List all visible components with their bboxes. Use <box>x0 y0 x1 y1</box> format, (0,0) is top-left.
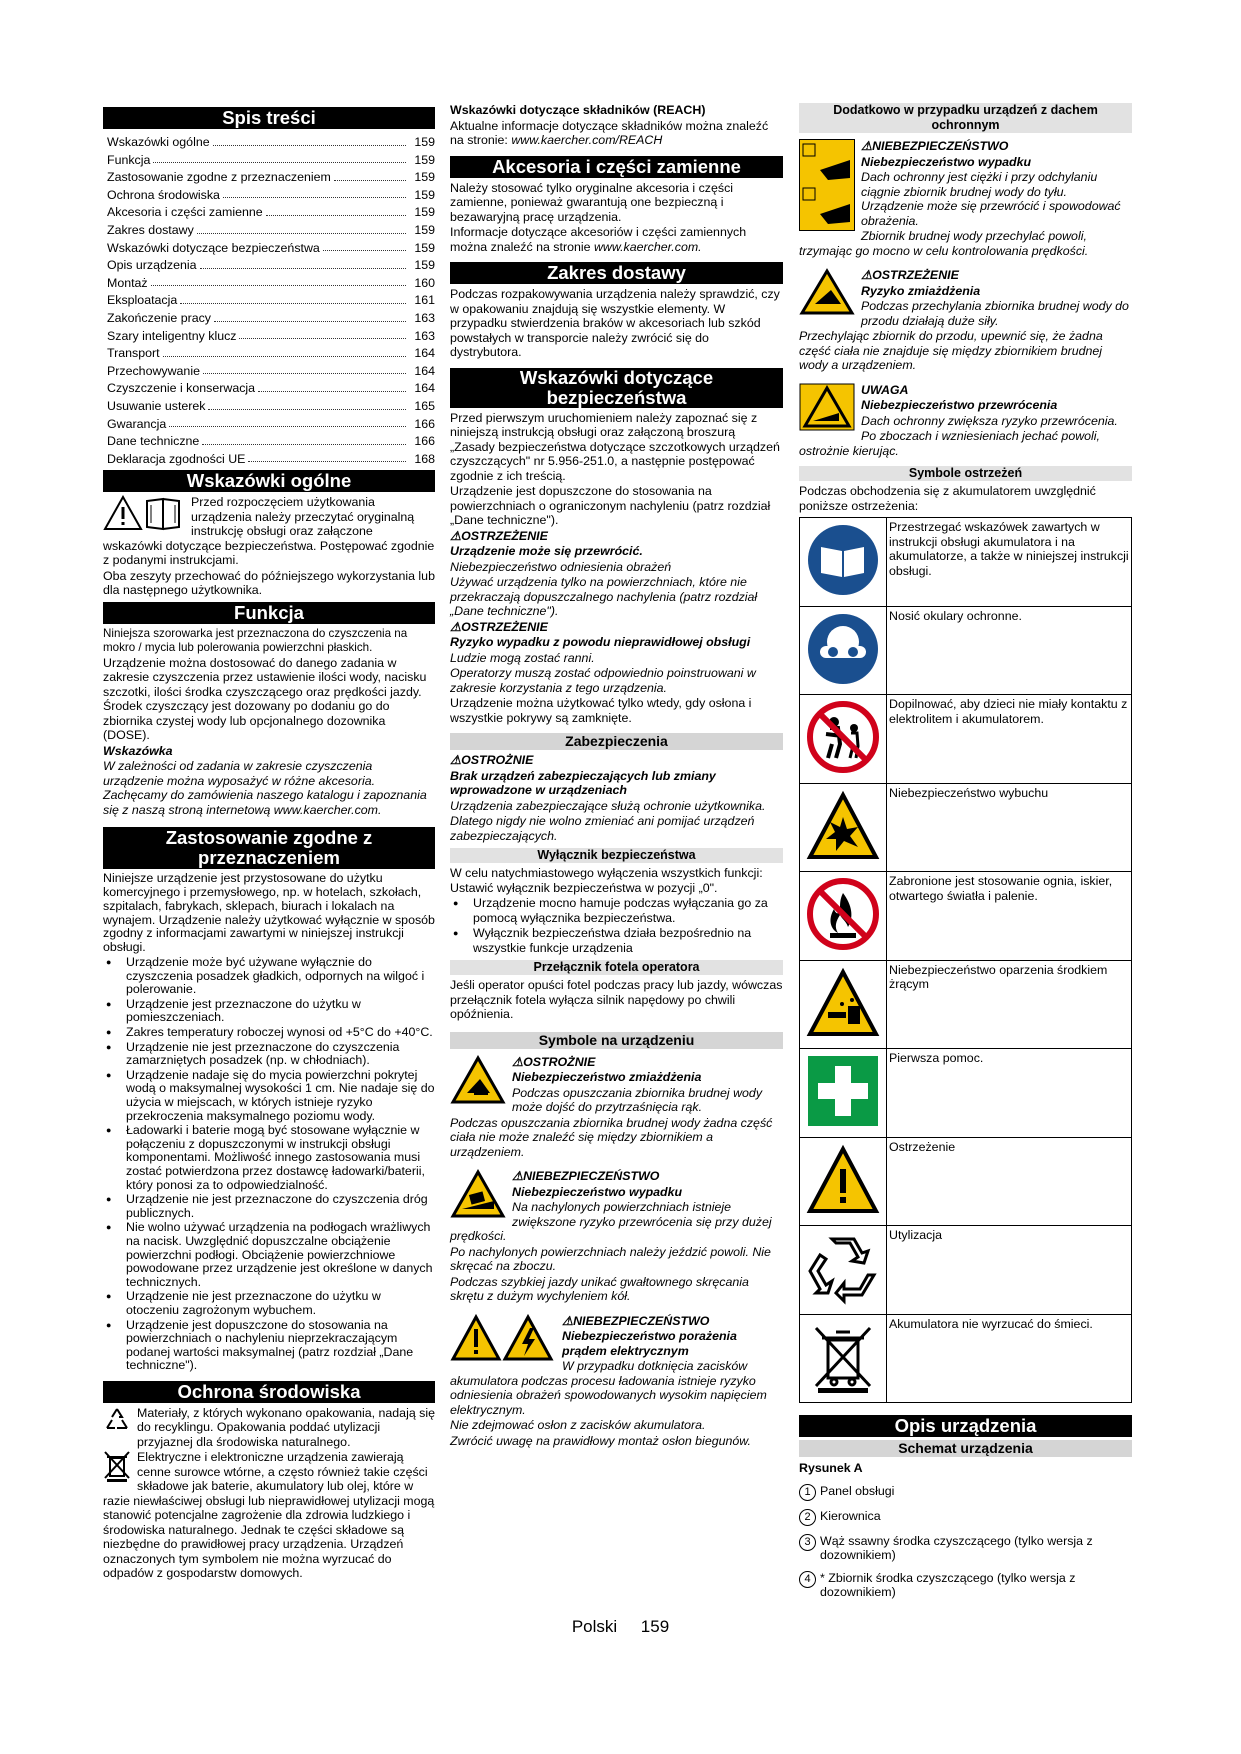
delivery-paragraph: Podczas rozpakowywania urządzenia należy sprawdzić, czy w opakowaniu znajdują się wszystkie elementy. W przypadku stwierdzenia braków w akcesoriach lub szkód powstałych w transporcie należy zwrócić się do dystrybutora. <box>450 287 780 359</box>
tipping-hazard-icon <box>799 383 855 431</box>
toc-entry <box>103 449 435 467</box>
warning-symbol-text: Niebezpieczeństwo wybuchu <box>887 783 1132 872</box>
crush-hazard-icon <box>450 1055 506 1105</box>
toc-entry-title: Usuwanie usterek <box>107 399 206 413</box>
list-item: ● Urządzenie jest dopuszczone do stosowania na powierzchniach o nachyleniu nieprzekraczającym podanej wartości maksymalnej (patrz rozdział „Dane techniczne"). <box>103 1319 435 1373</box>
danger-signal: ⚠NIEBEZPIECZEŃSTWO <box>861 139 1009 153</box>
recycling-icon <box>103 1406 131 1434</box>
toc-entry-title: Transport <box>107 346 160 361</box>
crossed-bin-icon <box>806 1383 880 1397</box>
warning-symbol-row <box>800 1314 1132 1403</box>
toc-entry <box>103 290 435 308</box>
toc-entry-title: Czyszczenie i konserwacja <box>107 381 256 396</box>
toc-entry <box>103 273 435 291</box>
toc-entry <box>103 150 435 168</box>
warning-signal: ⚠OSTRZEŻENIE <box>450 528 548 543</box>
accessories-heading: Akcesoria i części zamienne <box>450 156 783 178</box>
warning-symbol-cell <box>800 1226 887 1315</box>
danger-signal: ⚠NIEBEZPIECZEŃSTWO <box>512 1169 660 1183</box>
toc-leader-dots <box>200 268 406 269</box>
caution-text: Urządzenia zabezpieczające służą ochronie użytkownika. <box>450 798 766 813</box>
warning-text: Przechylając zbiornik do przodu, upewnić się, że żadna część ciała nie znajduje się między zbiornikiem brudnej wody a urządzeniem. <box>799 329 1103 372</box>
warning-text: Podczas przechylania zbiornika brudnej wody do przodu działają duże siły. <box>861 299 1129 328</box>
toc-entry-page: 166 <box>414 416 435 431</box>
warning-symbol-text: Nosić okulary ochronne. <box>887 606 1132 695</box>
device-symbol-accident <box>450 1169 783 1304</box>
delivery-heading: Zakres dostawy <box>450 262 783 284</box>
safety-paragraph: Urządzenie jest dopuszczone do stosowania na powierzchniach o ograniczonym nachyleniu (patrz rozdział „Dane techniczne"). <box>450 484 771 527</box>
caution-text: Podczas opuszczania zbiornika brudnej wody może dojść do przytrzaśnięcia rąk. <box>512 1085 763 1114</box>
intended-paragraph: Niniejsze urządzenie jest przystosowane do użytku komercyjnego i przemysłowego, np. w hotelach, szkołach, szpitalach, fabrykach, sklepach, biurach i lokalach na wynajem. Urządzenie należy użytkować wyłącznie w sposób zgodny z informacjami zawartymi w niniejszej instrukcji obsługi. <box>103 871 435 955</box>
warning-title: Ryzyko zmiażdżenia <box>861 283 981 298</box>
schematic-heading: Schemat urządzenia <box>799 1440 1132 1457</box>
roof-heading: Dodatkowo w przypadku urządzeń z dachem ochronnym <box>799 103 1132 133</box>
column-right <box>799 103 1132 1600</box>
toc-entry-page: 159 <box>414 258 435 273</box>
warning-symbol-cell <box>800 1049 887 1138</box>
toc-leader-dots <box>239 338 406 339</box>
safety-paragraph: Urządzenie można użytkować tylko wtedy, gdy osłona i wszystkie pokrywy są zamknięte. <box>450 696 752 725</box>
toc-entry-title: Akcesoria i części zamienne <box>107 205 263 220</box>
list-item: ● Urządzenie nie jest przeznaczone do czyszczenia zamarzniętych posadzek (np. w chłodniach). <box>103 1041 435 1068</box>
toc-entry <box>103 255 435 273</box>
toc-entry-title: Szary inteligentny klucz <box>107 328 237 343</box>
description-heading: Opis urządzenia <box>799 1415 1132 1437</box>
toc-entry-title: Wskazówki ogólne <box>107 135 210 150</box>
list-item: ● Urządzenie nie jest przeznaczone do użytku w otoczeniu zagrożonym wybuchem. <box>103 1290 435 1317</box>
warning-symbol-cell <box>800 1137 887 1226</box>
no-children-icon <box>806 763 880 777</box>
list-item: ● Urządzenie mocno hamuje podczas wyłączania go za pomocą wyłącznika bezpieczeństwa. <box>450 896 783 925</box>
toc-entry-page: 163 <box>414 328 435 343</box>
toc-entry-title: Ochrona środowiska <box>107 187 220 202</box>
toc-leader-dots <box>248 461 406 462</box>
reach-title: Wskazówki dotyczące składników (REACH) <box>450 103 706 117</box>
toc-entry-title: Deklaracja zgodności UE <box>107 451 246 466</box>
read-manual-icon <box>806 586 880 600</box>
warning-symbol-text: Dopilnować, aby dzieci nie miały kontaktu z elektrolitem i akumulatorem. <box>887 695 1132 784</box>
warning-signal: ⚠OSTRZEŻENIE <box>861 268 959 282</box>
list-item: ● Urządzenie nadaje się do mycia powierzchni pokrytej wodą o maksymalnej wysokości 1 cm. Nie nadaje się do użycia w miejscach, w których istnieje ryzyko przekroczenia maksymalnego poziomu wody. <box>103 1069 435 1123</box>
legend-text: * Zbiornik środka czyszczącego (tylko wersja z dozownikiem) <box>820 1570 1076 1599</box>
figure-label: Rysunek A <box>799 1461 863 1475</box>
crush-hazard-icon <box>799 268 855 316</box>
roof-danger <box>799 139 1132 258</box>
tipping-hazard-icon <box>450 1169 506 1219</box>
toc-entry-title: Montaż <box>107 275 148 290</box>
toc-leader-dots <box>169 426 406 427</box>
general-section <box>103 495 435 598</box>
toc-entry-page: 159 <box>414 223 435 238</box>
warning-symbol-cell <box>800 872 887 961</box>
device-symbol-electric <box>450 1314 783 1449</box>
explosion-icon <box>806 852 880 866</box>
general-paragraph: Oba zeszyty przechować do późniejszego wykorzystania lub dla następnego użytkownika. <box>103 568 435 598</box>
toc-entry-page: 168 <box>414 451 435 466</box>
danger-title: Niebezpieczeństwo porażenia prądem elektrycznym <box>562 1329 737 1358</box>
toc-entry-title: Zastosowanie zgodne z przeznaczeniem <box>107 170 331 185</box>
warning-text: Ludzie mogą zostać ranni. <box>450 650 595 665</box>
estop-paragraph: W celu natychmiastowego wyłączenia wszystkich funkcji: Ustawić wyłącznik bezpieczeństwa w pozycji „0". <box>450 866 763 895</box>
warning-title: Urządzenie może się przewrócić. <box>450 544 643 558</box>
toc-entry <box>103 132 435 150</box>
danger-title: Niebezpieczeństwo wypadku <box>512 1184 683 1199</box>
toc-entry-page: 166 <box>414 434 435 449</box>
estop-heading: Wyłącznik bezpieczeństwa <box>450 848 783 863</box>
warning-symbol-cell <box>800 606 887 695</box>
toc-entry <box>103 343 435 361</box>
warning-read-manual-icon <box>103 495 185 531</box>
legend-number: 2 <box>799 1509 816 1526</box>
notice-title: Niebezpieczeństwo przewrócenia <box>861 398 1058 412</box>
figure-legend <box>799 1484 1132 1600</box>
legend-item <box>799 1484 1132 1501</box>
toc-entry-title: Zakończenie pracy <box>107 311 211 326</box>
toc-entry-page: 161 <box>414 293 435 308</box>
list-item: ● Nie wolno używać urządzenia na podłogach wrażliwych na nacisk. Uwzględnić dopuszczalne obciążenie powierzchni podłogi. Obciążenie powierzchniowe powodowane przez urządzenie jest określone w danych technicznych. <box>103 1221 435 1289</box>
warning-text: Niebezpieczeństwo odniesienia obrażeń <box>450 559 672 574</box>
warning-symbol-text: Ostrzeżenie <box>887 1137 1132 1226</box>
toc-entry-title: Gwarancja <box>107 416 167 431</box>
toc-entry <box>103 361 435 379</box>
warning-icon <box>806 1206 880 1220</box>
column-middle <box>450 103 783 1449</box>
accessories-paragraph: Należy stosować tylko oryginalne akcesoria i części zamienne, ponieważ gwarantują one bezpieczną i bezawaryjną pracę urządzenia. <box>450 180 734 224</box>
toc-entry <box>103 185 435 203</box>
seat-switch-paragraph: Jeśli operator opuści fotel podczas pracy lub jazdy, wówczas przełącznik fotela wyłącza silnik napędowy po chwili opóźnienia. <box>450 978 783 1021</box>
general-heading: Wskazówki ogólne <box>103 470 435 492</box>
toc-leader-dots <box>202 444 406 445</box>
toc-entry <box>103 238 435 256</box>
notice-signal: UWAGA <box>861 382 909 397</box>
warning-symbol-text: Zabronione jest stosowanie ognia, iskier, otwartego światła i palenie. <box>887 872 1132 961</box>
environment-section <box>103 1406 435 1581</box>
estop-list <box>450 896 783 955</box>
seat-switch-heading: Przełącznik fotela operatora <box>450 960 783 975</box>
danger-text: Zwrócić uwagę na prawidłowy montaż osłon biegunów. <box>450 1433 751 1448</box>
toc-leader-dots <box>323 250 406 251</box>
toc-entry-page: 159 <box>414 240 435 255</box>
legend-item <box>799 1509 1132 1526</box>
first-aid-icon <box>806 1117 880 1131</box>
environment-paragraph: Elektryczne i elektroniczne urządzenia zawierają cenne surowce wtórne, a często również takie części składowe jak baterie, akumulatory lub olej, które w razie niewłaściwej obsługi lub nieprawidłowej utylizacji mogą stanowić potencjalne zagrożenie dla zdrowia ludzkiego i środowiska naturalnego. Jednak te części składowe są niezbędne do prawidłowej pracy urządzenia. Urządzeń oznaczonych tym symbolem nie można wyrzucać do odpadów z gospodarstw domowych. <box>103 1450 435 1581</box>
warning-symbol-text: Niebezpieczeństwo oparzenia środkiem żrącym <box>887 960 1132 1049</box>
intended-list <box>103 956 435 1373</box>
device-symbol-crush <box>450 1055 783 1160</box>
danger-signal: ⚠NIEBEZPIECZEŃSTWO <box>562 1313 710 1328</box>
list-item: ● Urządzenie nie jest przeznaczone do czyszczenia dróg publicznych. <box>103 1193 435 1220</box>
caution-title: Brak urządzeń zabezpieczających lub zmiany wprowadzone w urządzeniach <box>450 768 716 797</box>
warning-symbol-text: Akumulatora nie wyrzucać do śmieci. <box>887 1314 1132 1403</box>
warning-symbols-heading: Symbole ostrzeżeń <box>799 466 1132 481</box>
corrosive-icon <box>806 1029 880 1043</box>
function-heading: Funkcja <box>103 602 435 624</box>
toc-leader-dots <box>197 233 406 234</box>
toc-leader-dots <box>208 409 406 410</box>
toc-entry-page: 164 <box>414 346 435 361</box>
toc-entry-title: Zakres dostawy <box>107 223 194 238</box>
toc-entry-page: 160 <box>414 275 435 290</box>
environment-heading: Ochrona środowiska <box>103 1381 435 1403</box>
warning-symbol-cell <box>800 783 887 872</box>
warning-symbol-text: Utylizacja <box>887 1226 1132 1315</box>
danger-text: W przypadku dotknięcia zacisków akumulatora podczas procesu ładowania istnieje ryzyko odniesienia obrażeń spowodowanych wysokim napięciem elektrycznym. <box>450 1359 767 1417</box>
toc-leader-dots <box>151 285 406 286</box>
toc-entry-title: Wskazówki dotyczące bezpieczeństwa <box>107 240 320 255</box>
warning-symbol-text: Pierwsza pomoc. <box>887 1049 1132 1138</box>
caution-signal: ⚠OSTROŻNIE <box>450 753 534 767</box>
danger-text: Dach ochronny jest ciężki i przy odchylaniu ciągnie zbiornik brudnej wody do tyłu. Urządzenie może się przewrócić i spowodować obrażenia. <box>861 170 1121 228</box>
warning-symbols-table <box>799 517 1132 1403</box>
warning-signal: ⚠OSTRZEŻENIE <box>450 619 548 634</box>
warning-text: Używać urządzenia tylko na powierzchniach, które nie przekraczają dopuszczalnego nachylenia (patrz rozdział „Dane techniczne"). <box>450 575 758 618</box>
danger-text: Podczas szybkiej jazdy unikać gwałtownego skręcania skrętu z dużym wychyleniem kół. <box>450 1274 749 1303</box>
roof-notice <box>799 383 1132 459</box>
caution-text: Podczas opuszczania zbiornika brudnej wody żadna część ciała nie może znaleźć się między zbiornikiem a urządzeniem. <box>450 1115 773 1159</box>
protection-heading: Zabezpieczenia <box>450 733 783 750</box>
list-item: ● Zakres temperatury roboczej wynosi od +5°C do +40°C. <box>103 1026 435 1040</box>
toc-leader-dots <box>258 391 406 392</box>
toc-entry <box>103 220 435 238</box>
toc-entry-title: Eksploatacja <box>107 293 178 308</box>
caution-title: Niebezpieczeństwo zmiażdżenia <box>512 1070 702 1084</box>
function-paragraph: Niniejsza szorowarka jest przeznaczona do czyszczenia na mokro / mycia lub polerowania powierzchni płaskich. <box>103 626 408 654</box>
toc-leader-dots <box>163 356 406 357</box>
warning-symbol-cell <box>800 1314 887 1403</box>
warning-symbol-cell <box>800 695 887 784</box>
warning-symbol-row <box>800 783 1132 872</box>
toc-entry-title: Opis urządzenia <box>107 258 197 273</box>
legend-number: 3 <box>799 1534 816 1551</box>
toc-leader-dots <box>266 215 406 216</box>
reach-text: Aktualne informacje dotyczące składników można znaleźć na stronie: www.kaercher.com/REACH <box>450 118 769 147</box>
electric-shock-icon <box>450 1314 556 1362</box>
legend-text: Kierownica <box>820 1508 881 1523</box>
toc-entry-page: 159 <box>414 205 435 220</box>
toc-heading: Spis treści <box>103 107 435 129</box>
toc-entry <box>103 167 435 185</box>
legend-text: Panel obsługi <box>820 1483 895 1498</box>
toc-entry <box>103 396 435 414</box>
recycling-icon <box>806 1294 880 1308</box>
toc-entry-title: Przechowywanie <box>107 363 200 378</box>
toc-leader-dots <box>334 180 406 181</box>
list-item: ● Wyłącznik bezpieczeństwa działa bezpośrednio na wszystkie funkcje urządzenia <box>450 926 783 955</box>
warning-symbols-intro: Podczas obchodzenia się z akumulatorem uwzględnić poniższe ostrzeżenia: <box>799 484 1096 513</box>
toc-entry-title: Dane techniczne <box>107 434 200 449</box>
legend-text: Wąż ssawny środka czyszczącego (tylko wersja z dozownikiem) <box>820 1533 1093 1562</box>
notice-text: Dach ochronny zwiększa ryzyko przewrócenia. <box>861 413 1118 428</box>
toc-leader-dots <box>213 145 406 146</box>
safety-paragraph: Przed pierwszym uruchomieniem należy zapoznać się z niniejszą instrukcją obsługi oraz załączoną broszurą „Zasady bezpieczeństwa dotyczące szczotkowych urządzeń czyszczących" nr 5.956-251.0, a następnie postępować zgodnie z ich treścią. <box>450 410 780 483</box>
warning-symbol-row <box>800 872 1132 961</box>
warning-symbol-row <box>800 695 1132 784</box>
toc-entry <box>103 378 435 396</box>
goggles-icon <box>806 675 880 689</box>
legend-item <box>799 1534 1132 1563</box>
toc-entry <box>103 431 435 449</box>
warning-symbol-row <box>800 1226 1132 1315</box>
toc-leader-dots <box>153 162 406 163</box>
toc-entry-page: 165 <box>414 399 435 413</box>
toc-entry <box>103 326 435 344</box>
notice-text: Po zboczach i wzniesieniach jechać powoli, ostrożnie kierując. <box>799 429 1100 458</box>
footer-language: Polski <box>571 1617 618 1636</box>
danger-text: Nie zdejmować osłon z zacisków akumulatora. <box>450 1418 706 1432</box>
accessories-paragraph: Informacje dotyczące akcesoriów i części zamiennych można znaleźć na stronie www.kaercher.com. <box>450 225 747 254</box>
toc-leader-dots <box>223 197 406 198</box>
legend-number: 1 <box>799 1484 816 1501</box>
toc-entry-title: Funkcja <box>107 152 151 167</box>
intended-use-heading: Zastosowanie zgodne z przeznaczeniem <box>103 827 435 869</box>
note-title: Wskazówka <box>103 743 173 758</box>
toc-leader-dots <box>203 373 406 374</box>
toc-entry-page: 164 <box>414 363 435 378</box>
toc-entry-page: 159 <box>414 152 435 167</box>
list-item: ● Urządzenie może być używane wyłącznie do czyszczenia posadzek gładkich, odpornych na wilgoć i polerowanie. <box>103 956 435 997</box>
toc-entry-page: 159 <box>414 187 435 202</box>
danger-text: Zbiornik brudnej wody przechylać powoli, trzymając go mocno w celu kontrolowania prędkości. <box>799 229 1089 258</box>
column-left <box>103 103 435 1582</box>
danger-title: Niebezpieczeństwo wypadku <box>861 154 1032 169</box>
legend-item <box>799 1571 1132 1600</box>
warning-symbol-cell <box>800 518 887 607</box>
roof-label-icon <box>799 139 855 231</box>
no-fire-icon <box>806 940 880 954</box>
toc-entry-page: 163 <box>414 311 435 326</box>
danger-text: Po nachylonych powierzchniach należy jeździć powoli. Nie skręcać na zboczu. <box>450 1244 771 1273</box>
page-number: 159 <box>640 1617 670 1636</box>
toc-entry <box>103 308 435 326</box>
safety-heading: Wskazówki dotyczące bezpieczeństwa <box>450 368 783 408</box>
crossed-bin-icon <box>103 1450 131 1482</box>
warning-symbol-row <box>800 1049 1132 1138</box>
toc-leader-dots <box>180 303 406 304</box>
caution-text: Dlatego nigdy nie wolno zmieniać ani pomijać urządzeń zabezpieczających. <box>450 814 755 843</box>
warning-symbol-row <box>800 960 1132 1049</box>
page-footer <box>0 1617 1241 1636</box>
toc-entry <box>103 414 435 432</box>
danger-text: Na nachylonych powierzchniach istnieje zwiększone ryzyko przewrócenia się przy dużej prędkości. <box>450 1200 772 1243</box>
toc-entry-page: 164 <box>414 381 435 396</box>
list-item: ● Ładowarki i baterie mogą być stosowane wyłącznie w połączeniu z dopuszczonymi w instrukcji obsługi komponentami. Możliwość innego zastosowania musi zostać potwierdzona przez dostawcę ładowarki/baterii, który ponosi za to odpowiedzialność. <box>103 1124 435 1192</box>
warning-symbol-cell <box>800 960 887 1049</box>
toc-entry-page: 159 <box>414 135 435 150</box>
list-item: ● Urządzenie jest przeznaczone do użytku w pomieszczeniach. <box>103 998 435 1025</box>
warning-text: Operatorzy muszą zostać odpowiednio poinstruowani w zakresie korzystania z tego urządzenia. <box>450 666 756 695</box>
table-of-contents <box>103 132 435 466</box>
toc-entry <box>103 202 435 220</box>
legend-number: 4 <box>799 1571 816 1588</box>
warning-title: Ryzyko wypadku z powodu nieprawidłowej obsługi <box>450 635 751 649</box>
toc-entry-page: 159 <box>414 170 435 185</box>
caution-signal: ⚠OSTROŻNIE <box>512 1054 596 1069</box>
roof-warning <box>799 268 1132 373</box>
warning-symbol-row <box>800 1137 1132 1226</box>
warning-symbol-row <box>800 518 1132 607</box>
note-text: W zależności od zadania w zakresie czyszczenia urządzenie można wyposażyć w różne akcesoria. Zachęcamy do zamówienia naszego katalogu i zapoznania się z naszą stroną internetową www.kaercher.com. <box>103 759 427 817</box>
function-paragraph: Urządzenie można dostosować do danego zadania w zakresie czyszczenia przez ustawienie ilości wody, nacisku szczotki, ilości środka czyszczącego oraz prędkości jazdy. Środek czyszczący jest dozowany po dodaniu go do zbiornika czystej wody lub opcjonalnego dozownika (DOSE). <box>103 655 427 743</box>
environment-paragraph: Materiały, z których wykonano opakowania, nadają się do recyklingu. Opakowania poddać utylizacji przyjaznej dla środowiska naturalnego. <box>137 1405 435 1449</box>
toc-leader-dots <box>214 321 406 322</box>
device-symbols-heading: Symbole na urządzeniu <box>450 1032 783 1049</box>
warning-symbol-row <box>800 606 1132 695</box>
general-paragraph: Przed rozpoczęciem użytkowania urządzenia należy przeczytać oryginalną instrukcję obsługi oraz załączone wskazówki dotyczące bezpieczeństwa. Postępować zgodnie z podanymi instrukcjami. <box>103 495 435 568</box>
warning-symbol-text: Przestrzegać wskazówek zawartych w instrukcji obsługi akumulatora i na akumulatorze, a także w niniejszej instrukcji obsługi. <box>887 518 1132 607</box>
